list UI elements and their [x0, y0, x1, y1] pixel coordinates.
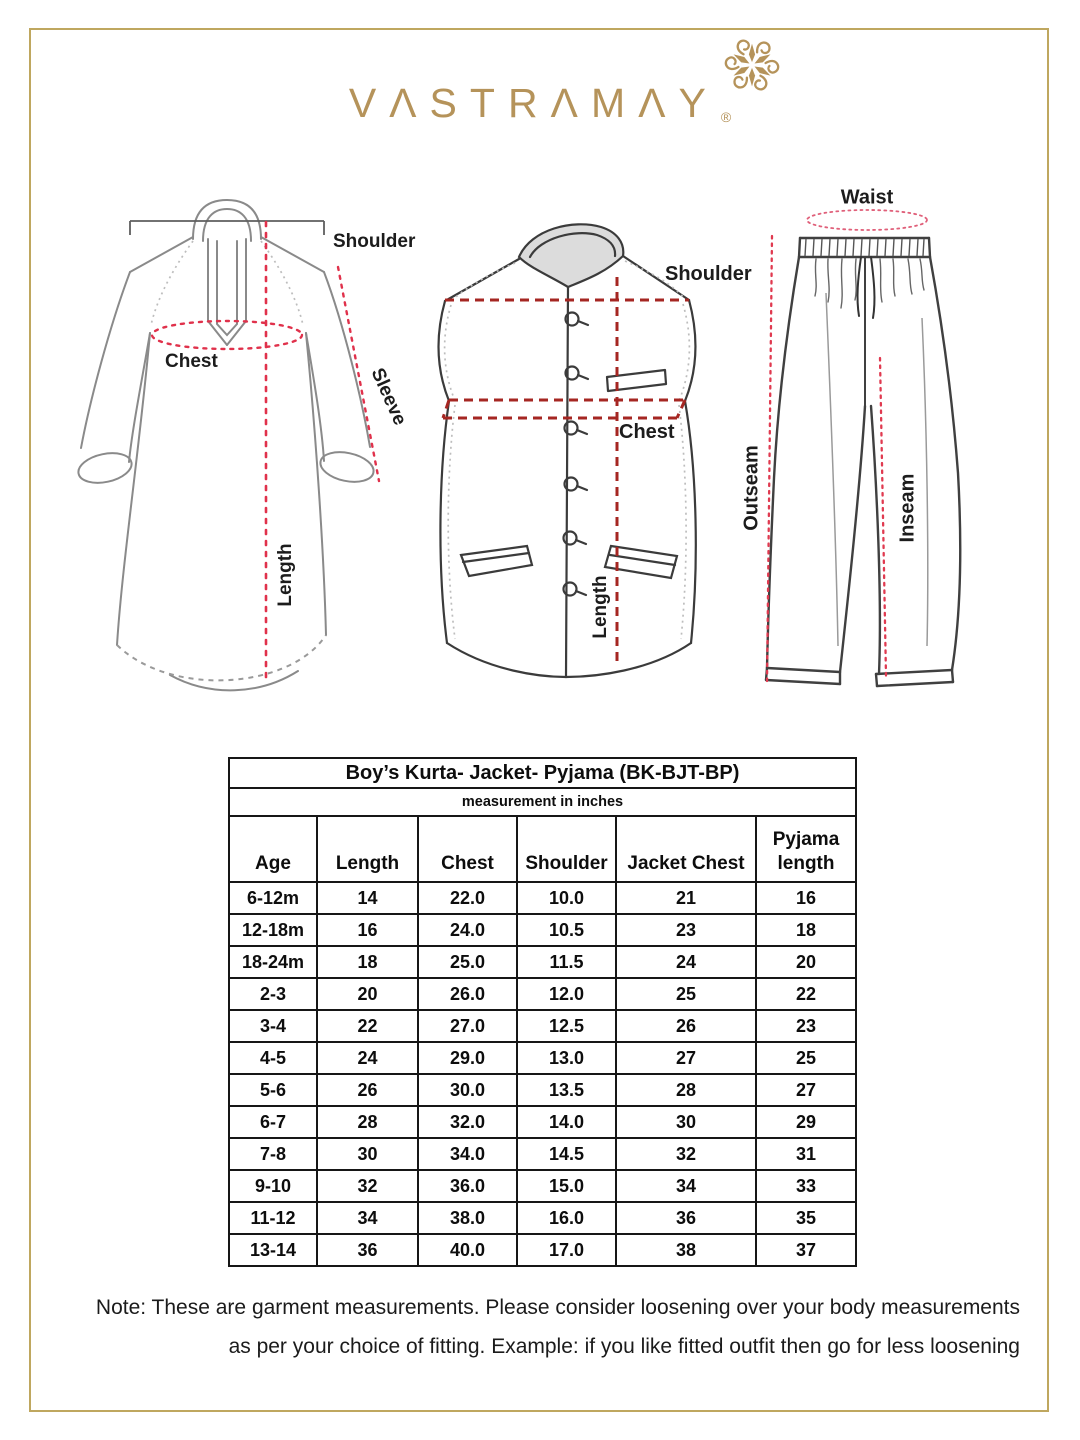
brand-header	[0, 0, 1080, 127]
table-cell: 7-8	[229, 1138, 317, 1170]
brand-ornament-icon	[721, 34, 783, 96]
table-row	[229, 1010, 856, 1042]
table-cell: 5-6	[229, 1074, 317, 1106]
column-header: Shoulder	[517, 816, 616, 882]
table-cell: 30	[616, 1106, 756, 1138]
table-cell: 26.0	[418, 978, 517, 1010]
column-header: Length	[317, 816, 418, 882]
size-table	[228, 757, 857, 1267]
table-cell: 30.0	[418, 1074, 517, 1106]
jacket-length-label: Length	[590, 575, 611, 639]
table-cell: 16	[756, 882, 856, 914]
table-cell: 40.0	[418, 1234, 517, 1266]
table-cell: 38	[616, 1234, 756, 1266]
table-cell: 16	[317, 914, 418, 946]
kurta-measurement-diagram	[60, 175, 430, 740]
table-cell: 22	[756, 978, 856, 1010]
table-cell: 28	[317, 1106, 418, 1138]
pyjama-waist-label: Waist	[840, 186, 894, 209]
table-cell: 12.0	[517, 978, 616, 1010]
table-cell: 21	[616, 882, 756, 914]
kurta-sketch	[60, 175, 430, 740]
size-table-title: Boy’s Kurta- Jacket- Pyjama (BK-BJT-BP)	[229, 758, 856, 788]
jacket-chest-label: Chest	[619, 421, 675, 443]
table-cell: 15.0	[517, 1170, 616, 1202]
column-header: Jacket Chest	[616, 816, 756, 882]
table-cell: 32	[317, 1170, 418, 1202]
table-cell: 36.0	[418, 1170, 517, 1202]
table-cell: 13-14	[229, 1234, 317, 1266]
column-header: Chest	[418, 816, 517, 882]
table-cell: 18	[756, 914, 856, 946]
table-cell: 31	[756, 1138, 856, 1170]
note-line-2: as per your choice of fitting. Example: if you like fitted outfit then go for less loosening	[228, 1335, 1020, 1358]
table-cell: 36	[317, 1234, 418, 1266]
size-table-subtitle: measurement in inches	[229, 788, 856, 816]
table-cell: 23	[616, 914, 756, 946]
table-cell: 26	[616, 1010, 756, 1042]
table-cell: 27	[756, 1074, 856, 1106]
table-cell: 14	[317, 882, 418, 914]
table-cell: 18	[317, 946, 418, 978]
table-row	[229, 1042, 856, 1074]
table-cell: 17.0	[517, 1234, 616, 1266]
table-row	[229, 1074, 856, 1106]
table-cell: 10.5	[517, 914, 616, 946]
table-cell: 27.0	[418, 1010, 517, 1042]
table-cell: 24	[616, 946, 756, 978]
table-cell: 16.0	[517, 1202, 616, 1234]
table-cell: 25	[616, 978, 756, 1010]
table-cell: 3-4	[229, 1010, 317, 1042]
column-header: Pyjama length	[756, 816, 856, 882]
table-cell: 28	[616, 1074, 756, 1106]
table-row	[229, 914, 856, 946]
kurta-sleeve-label: Sleeve	[366, 365, 411, 429]
table-cell: 26	[317, 1074, 418, 1106]
table-cell: 23	[756, 1010, 856, 1042]
brand-wordmark: VΛSTRΛMΛY	[348, 80, 719, 126]
table-cell: 6-12m	[229, 882, 317, 914]
table-cell: 24.0	[418, 914, 517, 946]
table-cell: 29	[756, 1106, 856, 1138]
table-cell: 20	[317, 978, 418, 1010]
table-cell: 10.0	[517, 882, 616, 914]
table-row	[229, 882, 856, 914]
jacket-measurement-diagram	[435, 215, 780, 695]
table-cell: 6-7	[229, 1106, 317, 1138]
table-cell: 36	[616, 1202, 756, 1234]
pyjama-measurement-diagram	[730, 178, 1060, 703]
table-cell: 11-12	[229, 1202, 317, 1234]
table-cell: 2-3	[229, 978, 317, 1010]
table-cell: 14.5	[517, 1138, 616, 1170]
table-cell: 32	[616, 1138, 756, 1170]
table-cell: 29.0	[418, 1042, 517, 1074]
table-cell: 22.0	[418, 882, 517, 914]
table-cell: 38.0	[418, 1202, 517, 1234]
table-cell: 34.0	[418, 1138, 517, 1170]
table-cell: 13.5	[517, 1074, 616, 1106]
table-cell: 37	[756, 1234, 856, 1266]
table-cell: 14.0	[517, 1106, 616, 1138]
table-cell: 30	[317, 1138, 418, 1170]
table-cell: 34	[317, 1202, 418, 1234]
note-line-1: Note: These are garment measurements. Please consider loosening over your body measurements	[95, 1296, 1020, 1319]
table-cell: 13.0	[517, 1042, 616, 1074]
table-cell: 34	[616, 1170, 756, 1202]
table-cell: 18-24m	[229, 946, 317, 978]
table-cell: 12.5	[517, 1010, 616, 1042]
table-row	[229, 1138, 856, 1170]
table-cell: 4-5	[229, 1042, 317, 1074]
table-cell: 22	[317, 1010, 418, 1042]
pyjama-outseam-label: Outseam	[740, 445, 763, 531]
registered-mark: ®	[720, 109, 732, 125]
table-row	[229, 1202, 856, 1234]
kurta-chest-label: Chest	[165, 351, 218, 372]
size-table-body	[229, 882, 856, 1266]
table-row	[229, 946, 856, 978]
table-cell: 25	[756, 1042, 856, 1074]
table-cell: 27	[616, 1042, 756, 1074]
pyjama-sketch	[730, 178, 1060, 703]
table-row	[229, 1170, 856, 1202]
table-row	[229, 1106, 856, 1138]
table-cell: 24	[317, 1042, 418, 1074]
table-cell: 9-10	[229, 1170, 317, 1202]
table-cell: 11.5	[517, 946, 616, 978]
table-cell: 32.0	[418, 1106, 517, 1138]
measurement-note	[52, 1288, 1020, 1366]
pyjama-inseam-label: Inseam	[896, 473, 919, 543]
table-cell: 12-18m	[229, 914, 317, 946]
column-header: Age	[229, 816, 317, 882]
table-cell: 20	[756, 946, 856, 978]
table-row	[229, 978, 856, 1010]
table-cell: 35	[756, 1202, 856, 1234]
table-cell: 33	[756, 1170, 856, 1202]
table-row	[229, 1234, 856, 1266]
kurta-shoulder-label: Shoulder	[333, 231, 416, 252]
kurta-length-label: Length	[275, 543, 296, 607]
size-table-header-row	[229, 816, 856, 882]
jacket-shoulder-label: Shoulder	[665, 263, 752, 285]
table-cell: 25.0	[418, 946, 517, 978]
